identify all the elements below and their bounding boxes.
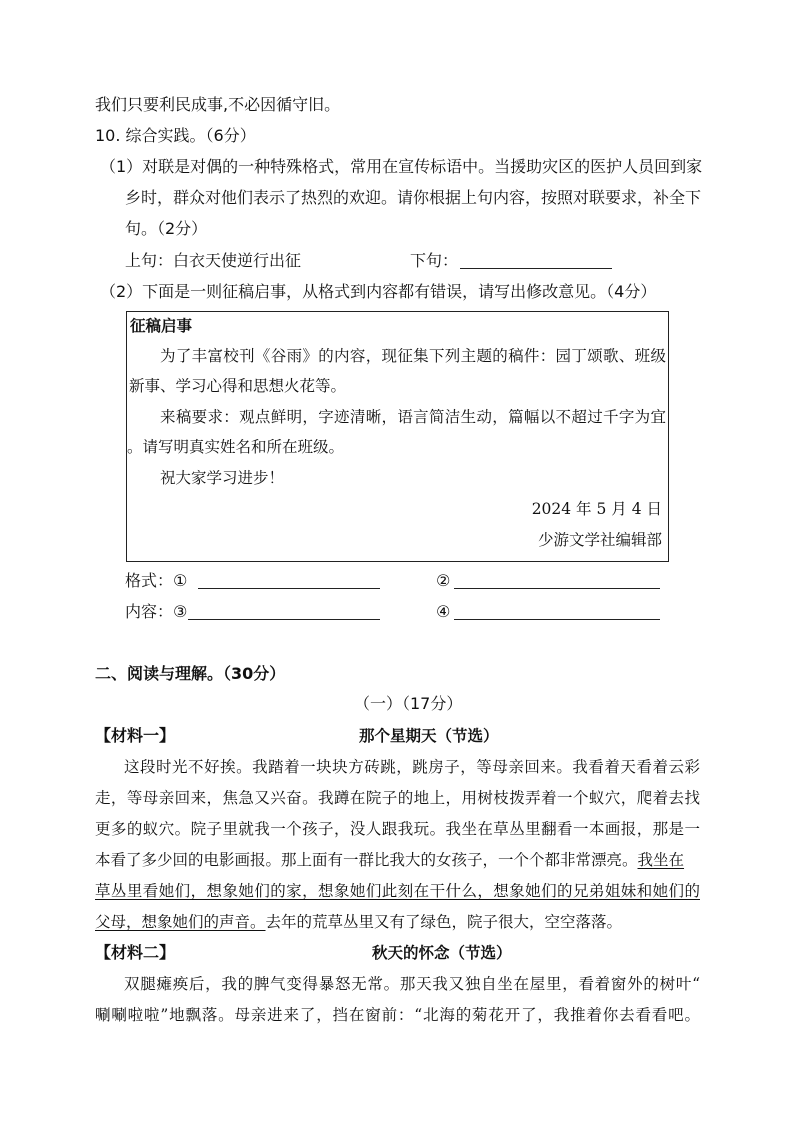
format-label: 格式：① [125, 571, 188, 590]
lower-couplet-answer-blank[interactable] [460, 268, 612, 269]
notice-para1-line2: 新事、学习心得和思想火花等。 [129, 377, 347, 395]
material1-title: 那个星期天（节选） [359, 726, 499, 745]
material1-line4-text: 本看了多少回的电影画报。那上面有一群比我大的女孩子，一个个都非常漂亮。 [95, 851, 638, 869]
q10-part1-line1: （1）对联是对偶的一种特殊格式，常用在宣传标语中。当援助灾区的医护人员回到家 [100, 157, 703, 176]
underlined-sentence-start: 我坐在 [637, 851, 685, 869]
material2-label: 【材料二】 [95, 943, 176, 962]
format-answer-blank-2[interactable] [454, 588, 660, 589]
material1-line2: 走，等母亲回来，焦急又兴奋。我蹲在院子的地上，用树枝拨弄着一个蚁穴，爬着去找 [95, 789, 700, 807]
format-answer-blank-1[interactable] [198, 588, 380, 589]
material2-line1: 双腿瘫痪后，我的脾气变得暴怒无常。那天我又独自坐在屋里，看着窗外的树叶“ [124, 975, 700, 993]
material1-line3: 更多的蚁穴。院子里就我一个孩子，没人跟我玩。我坐在草丛里翻看一本画报，那是一 [95, 820, 700, 838]
material1-tail: 去年的荒草丛里又有了绿色，院子很大，空空落落。 [265, 913, 623, 931]
material1-line6 [95, 912, 622, 932]
lower-couplet-label: 下句： [410, 251, 459, 270]
format-marker-2: ② [436, 571, 451, 590]
content-label: 内容：③ [125, 602, 188, 621]
notice-signature: 少游文学社编辑部 [537, 531, 662, 549]
content-answer-blank-4[interactable] [454, 619, 660, 620]
notice-para2-line1: 来稿要求：观点鲜明，字迹清晰，语言简洁生动，篇幅以不超过千字为宜 [160, 408, 666, 426]
q10-part1-line3: 句。（2分） [125, 219, 208, 238]
notice-closing: 祝大家学习进步！ [160, 469, 285, 487]
upper-couplet-label: 上句：白衣天使逆行出征 [125, 251, 302, 270]
content-answer-blank-3[interactable] [188, 619, 380, 620]
underlined-sentence-end: 父母，想象她们的声音。 [95, 913, 266, 931]
q10-part1-line2: 乡时，群众对他们表示了热烈的欢迎。请你根据上句内容，按照对联要求，补全下 [125, 188, 702, 207]
material1-line1: 这段时光不好挨。我踏着一块块方砖跳，跳房子，等母亲回来。我看着天看着云彩 [124, 758, 700, 776]
notice-para2-line2: 。请写明真实姓名和所在班级。 [127, 438, 345, 456]
q10-part2-line1: （2）下面是一则征稿启事，从格式到内容都有错误，请写出修改意见。（4分） [100, 282, 657, 301]
continued-answer-line: 我们只要利民成事,不必因循守旧。 [95, 95, 341, 114]
material2-title: 秋天的怀念（节选） [372, 943, 512, 962]
content-marker-4: ④ [436, 602, 451, 621]
material1-label: 【材料一】 [95, 726, 176, 745]
underlined-sentence-middle: 草丛里看她们，想象她们的家，想象她们此刻在干什么，想象她们的兄弟姐妹和她们的 [95, 882, 700, 900]
section2-title: 二、阅读与理解。（30分） [95, 664, 286, 683]
notice-title: 征稿启事 [130, 316, 193, 335]
part-one-label: （一）（17分） [354, 694, 463, 713]
question-10-title: 10. 综合实践。（6分） [95, 126, 256, 145]
notice-para1-line1: 为了丰富校刊《谷雨》的内容，现征集下列主题的稿件：园丁颂歌、班级 [160, 347, 666, 365]
material2-line2: 唰唰啦啦”地飘落。母亲进来了，挡在窗前：“北海的菊花开了，我推着你去看看吧。 [95, 1006, 700, 1024]
notice-date: 2024 年 5 月 4 日 [531, 500, 662, 518]
material1-line4 [95, 850, 700, 870]
